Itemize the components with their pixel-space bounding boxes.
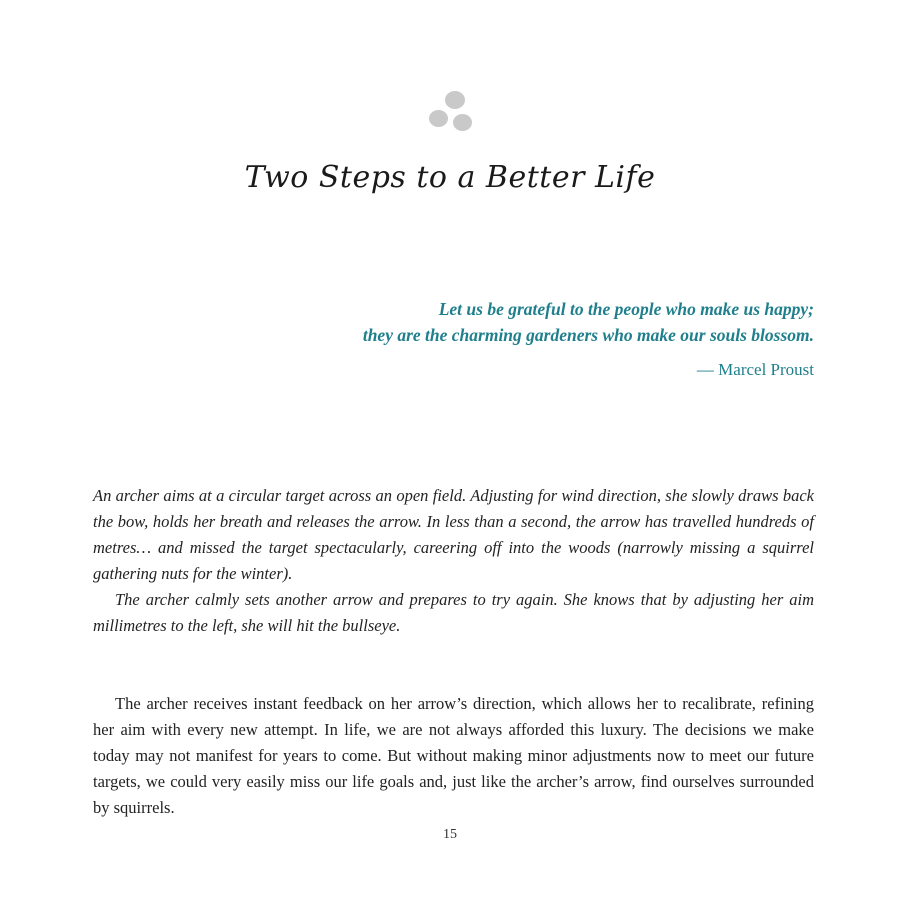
ornament-dot [445, 91, 465, 109]
body-paragraph: The archer receives instant feedback on her arrow’s direction, which allows her to recalibrate, refining her aim with every new attempt. In life, we are not always afforded this luxury. The decisions we make today may not manifest for years to come. But without making minor adjustments now to meet our future targets, we could very easily miss our life goals and, just like the archer’s arrow, find ourselves surrounded by squirrels. [93, 694, 814, 817]
body-paragraph: The archer calmly sets another arrow and prepares to try again. She knows that by adjusting her aim millimetres to the left, she will hit the bullseye. [93, 590, 814, 635]
epigraph-attribution: — Marcel Proust [696, 360, 814, 379]
chapter-title: Two Steps to a Better Life [244, 160, 656, 195]
epigraph-line: Let us be grateful to the people who make us happy; [438, 299, 814, 319]
epigraph [114, 296, 814, 380]
ornament-dot [453, 114, 472, 131]
epigraph-line: they are the charming gardeners who make our souls blossom. [362, 325, 814, 345]
body-paragraph: An archer aims at a circular target across an open field. Adjusting for wind direction, she slowly draws back the bow, holds her breath and releases the arrow. In less than a second, the arrow has travelled hundreds of metres… and missed the target spectacularly, careering off into the woods (narrowly missing a squirrel gathering nuts for the winter). [93, 486, 814, 583]
three-dots-ornament-icon [420, 86, 480, 136]
body-text [93, 483, 814, 821]
ornament-dot [429, 110, 448, 127]
page-number: 15 [443, 827, 457, 842]
